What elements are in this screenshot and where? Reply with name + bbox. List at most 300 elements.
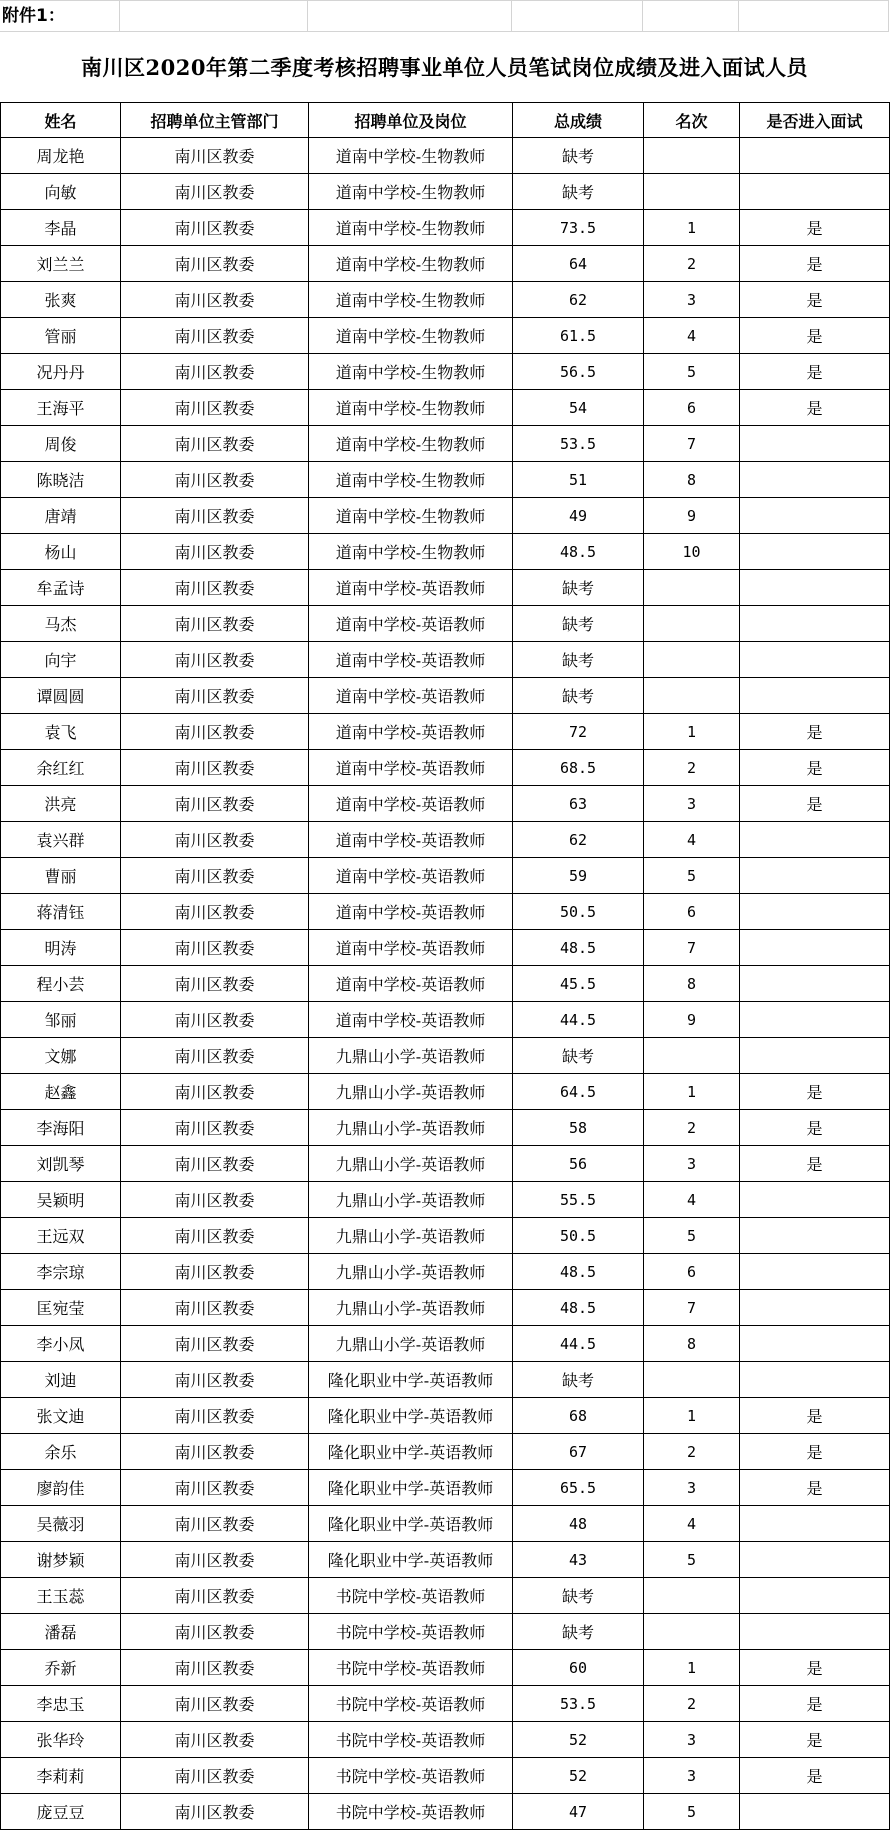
department-cell[interactable]: 南川区教委 bbox=[121, 750, 309, 786]
name-cell[interactable]: 吴颖明 bbox=[1, 1182, 121, 1218]
rank-cell[interactable]: 2 bbox=[644, 1110, 740, 1146]
interview-cell[interactable]: 是 bbox=[740, 210, 890, 246]
score-cell[interactable]: 61.5 bbox=[513, 318, 644, 354]
unit-position-cell[interactable]: 道南中学校-英语教师 bbox=[309, 570, 513, 606]
name-cell[interactable]: 张文迪 bbox=[1, 1398, 121, 1434]
unit-position-cell[interactable]: 道南中学校-生物教师 bbox=[309, 138, 513, 174]
name-cell[interactable]: 袁飞 bbox=[1, 714, 121, 750]
rank-cell[interactable]: 2 bbox=[644, 246, 740, 282]
department-cell[interactable]: 南川区教委 bbox=[121, 786, 309, 822]
interview-cell[interactable]: 是 bbox=[740, 1110, 890, 1146]
score-cell[interactable]: 49 bbox=[513, 498, 644, 534]
score-cell[interactable]: 51 bbox=[513, 462, 644, 498]
table-row bbox=[1, 822, 890, 858]
unit-position-cell[interactable]: 隆化职业中学-英语教师 bbox=[309, 1434, 513, 1470]
name-cell[interactable]: 余红红 bbox=[1, 750, 121, 786]
rank-cell[interactable]: 5 bbox=[644, 354, 740, 390]
interview-cell[interactable] bbox=[740, 534, 890, 570]
rank-cell[interactable] bbox=[644, 1362, 740, 1398]
department-cell[interactable]: 南川区教委 bbox=[121, 1434, 309, 1470]
name-cell[interactable]: 况丹丹 bbox=[1, 354, 121, 390]
department-cell[interactable]: 南川区教委 bbox=[121, 894, 309, 930]
name-cell[interactable]: 唐靖 bbox=[1, 498, 121, 534]
department-cell[interactable]: 南川区教委 bbox=[121, 1146, 309, 1182]
department-cell[interactable]: 南川区教委 bbox=[121, 1614, 309, 1650]
score-cell[interactable]: 63 bbox=[513, 786, 644, 822]
score-cell[interactable]: 62 bbox=[513, 282, 644, 318]
department-cell[interactable]: 南川区教委 bbox=[121, 426, 309, 462]
interview-cell[interactable] bbox=[740, 606, 890, 642]
department-cell[interactable]: 南川区教委 bbox=[121, 1398, 309, 1434]
name-cell[interactable]: 李忠玉 bbox=[1, 1686, 121, 1722]
rank-cell[interactable] bbox=[644, 1038, 740, 1074]
department-cell[interactable]: 南川区教委 bbox=[121, 462, 309, 498]
unit-position-cell[interactable]: 道南中学校-英语教师 bbox=[309, 750, 513, 786]
name-cell[interactable]: 洪亮 bbox=[1, 786, 121, 822]
unit-position-cell[interactable]: 书院中学校-英语教师 bbox=[309, 1686, 513, 1722]
name-cell[interactable]: 曹丽 bbox=[1, 858, 121, 894]
rank-cell[interactable]: 4 bbox=[644, 318, 740, 354]
score-cell[interactable]: 52 bbox=[513, 1758, 644, 1794]
interview-cell[interactable] bbox=[740, 858, 890, 894]
rank-cell[interactable]: 8 bbox=[644, 1326, 740, 1362]
department-cell[interactable]: 南川区教委 bbox=[121, 1686, 309, 1722]
department-cell[interactable]: 南川区教委 bbox=[121, 1038, 309, 1074]
interview-cell[interactable]: 是 bbox=[740, 714, 890, 750]
unit-position-cell[interactable]: 道南中学校-生物教师 bbox=[309, 426, 513, 462]
score-cell[interactable]: 53.5 bbox=[513, 426, 644, 462]
interview-cell[interactable] bbox=[740, 930, 890, 966]
interview-cell[interactable] bbox=[740, 462, 890, 498]
name-cell[interactable]: 管丽 bbox=[1, 318, 121, 354]
rank-cell[interactable]: 1 bbox=[644, 1650, 740, 1686]
rank-cell[interactable]: 3 bbox=[644, 1722, 740, 1758]
rank-cell[interactable]: 3 bbox=[644, 786, 740, 822]
unit-position-cell[interactable]: 道南中学校-生物教师 bbox=[309, 462, 513, 498]
interview-cell[interactable] bbox=[740, 894, 890, 930]
unit-position-cell[interactable]: 道南中学校-英语教师 bbox=[309, 930, 513, 966]
department-cell[interactable]: 南川区教委 bbox=[121, 318, 309, 354]
unit-position-cell[interactable]: 隆化职业中学-英语教师 bbox=[309, 1542, 513, 1578]
interview-cell[interactable] bbox=[740, 1326, 890, 1362]
score-cell[interactable]: 62 bbox=[513, 822, 644, 858]
rank-cell[interactable]: 4 bbox=[644, 1506, 740, 1542]
department-cell[interactable]: 南川区教委 bbox=[121, 1218, 309, 1254]
interview-cell[interactable] bbox=[740, 570, 890, 606]
score-cell[interactable]: 缺考 bbox=[513, 174, 644, 210]
header-interview[interactable]: 是否进入面试 bbox=[740, 103, 890, 138]
rank-cell[interactable]: 7 bbox=[644, 426, 740, 462]
score-cell[interactable]: 52 bbox=[513, 1722, 644, 1758]
score-cell[interactable]: 60 bbox=[513, 1650, 644, 1686]
unit-position-cell[interactable]: 道南中学校-生物教师 bbox=[309, 174, 513, 210]
score-cell[interactable]: 缺考 bbox=[513, 606, 644, 642]
score-cell[interactable]: 56 bbox=[513, 1146, 644, 1182]
interview-cell[interactable]: 是 bbox=[740, 1398, 890, 1434]
score-cell[interactable]: 48.5 bbox=[513, 1290, 644, 1326]
rank-cell[interactable]: 2 bbox=[644, 1686, 740, 1722]
interview-cell[interactable]: 是 bbox=[740, 1470, 890, 1506]
department-cell[interactable]: 南川区教委 bbox=[121, 1470, 309, 1506]
table-row bbox=[1, 426, 890, 462]
interview-cell[interactable]: 是 bbox=[740, 1686, 890, 1722]
name-cell[interactable]: 李晶 bbox=[1, 210, 121, 246]
name-cell[interactable]: 谢梦颖 bbox=[1, 1542, 121, 1578]
rank-cell[interactable] bbox=[644, 138, 740, 174]
score-cell[interactable]: 缺考 bbox=[513, 138, 644, 174]
score-cell[interactable]: 缺考 bbox=[513, 570, 644, 606]
name-cell[interactable]: 王玉蕊 bbox=[1, 1578, 121, 1614]
interview-cell[interactable] bbox=[740, 1218, 890, 1254]
rank-cell[interactable] bbox=[644, 570, 740, 606]
rank-cell[interactable]: 5 bbox=[644, 1794, 740, 1830]
interview-cell[interactable] bbox=[740, 1290, 890, 1326]
department-cell[interactable]: 南川区教委 bbox=[121, 246, 309, 282]
score-cell[interactable]: 55.5 bbox=[513, 1182, 644, 1218]
department-cell[interactable]: 南川区教委 bbox=[121, 1650, 309, 1686]
name-cell[interactable]: 谭圆圆 bbox=[1, 678, 121, 714]
unit-position-cell[interactable]: 道南中学校-英语教师 bbox=[309, 966, 513, 1002]
rank-cell[interactable]: 9 bbox=[644, 498, 740, 534]
name-cell[interactable]: 明涛 bbox=[1, 930, 121, 966]
name-cell[interactable]: 李海阳 bbox=[1, 1110, 121, 1146]
unit-position-cell[interactable]: 书院中学校-英语教师 bbox=[309, 1758, 513, 1794]
score-cell[interactable]: 54 bbox=[513, 390, 644, 426]
department-cell[interactable]: 南川区教委 bbox=[121, 606, 309, 642]
rank-cell[interactable] bbox=[644, 642, 740, 678]
name-cell[interactable]: 蒋清钰 bbox=[1, 894, 121, 930]
score-cell[interactable]: 68 bbox=[513, 1398, 644, 1434]
empty-cell[interactable] bbox=[739, 1, 889, 31]
rank-cell[interactable]: 3 bbox=[644, 1470, 740, 1506]
name-cell[interactable]: 周俊 bbox=[1, 426, 121, 462]
name-cell[interactable]: 王远双 bbox=[1, 1218, 121, 1254]
interview-cell[interactable]: 是 bbox=[740, 390, 890, 426]
interview-cell[interactable] bbox=[740, 966, 890, 1002]
unit-position-cell[interactable]: 九鼎山小学-英语教师 bbox=[309, 1290, 513, 1326]
department-cell[interactable]: 南川区教委 bbox=[121, 966, 309, 1002]
unit-position-cell[interactable]: 隆化职业中学-英语教师 bbox=[309, 1398, 513, 1434]
interview-cell[interactable] bbox=[740, 1614, 890, 1650]
rank-cell[interactable]: 6 bbox=[644, 1254, 740, 1290]
unit-position-cell[interactable]: 九鼎山小学-英语教师 bbox=[309, 1254, 513, 1290]
name-cell[interactable]: 袁兴群 bbox=[1, 822, 121, 858]
department-cell[interactable]: 南川区教委 bbox=[121, 1002, 309, 1038]
score-cell[interactable]: 48.5 bbox=[513, 534, 644, 570]
department-cell[interactable]: 南川区教委 bbox=[121, 1506, 309, 1542]
rank-cell[interactable]: 7 bbox=[644, 930, 740, 966]
table-row bbox=[1, 282, 890, 318]
interview-cell[interactable] bbox=[740, 426, 890, 462]
rank-cell[interactable]: 1 bbox=[644, 210, 740, 246]
header-name[interactable]: 姓名 bbox=[1, 103, 121, 138]
name-cell[interactable]: 向敏 bbox=[1, 174, 121, 210]
page-title[interactable]: 南川区2020年第二季度考核招聘事业单位人员笔试岗位成绩及进入面试人员 bbox=[0, 31, 889, 102]
score-cell[interactable]: 64.5 bbox=[513, 1074, 644, 1110]
score-cell[interactable]: 48.5 bbox=[513, 1254, 644, 1290]
department-cell[interactable]: 南川区教委 bbox=[121, 498, 309, 534]
rank-cell[interactable] bbox=[644, 174, 740, 210]
name-cell[interactable]: 刘兰兰 bbox=[1, 246, 121, 282]
unit-position-cell[interactable]: 道南中学校-生物教师 bbox=[309, 246, 513, 282]
name-cell[interactable]: 周龙艳 bbox=[1, 138, 121, 174]
empty-cell[interactable] bbox=[643, 1, 739, 31]
unit-position-cell[interactable]: 道南中学校-英语教师 bbox=[309, 606, 513, 642]
rank-cell[interactable]: 5 bbox=[644, 1542, 740, 1578]
unit-position-cell[interactable]: 九鼎山小学-英语教师 bbox=[309, 1038, 513, 1074]
unit-position-cell[interactable]: 九鼎山小学-英语教师 bbox=[309, 1110, 513, 1146]
department-cell[interactable]: 南川区教委 bbox=[121, 1362, 309, 1398]
unit-position-cell[interactable]: 书院中学校-英语教师 bbox=[309, 1722, 513, 1758]
rank-cell[interactable] bbox=[644, 1614, 740, 1650]
department-cell[interactable]: 南川区教委 bbox=[121, 1326, 309, 1362]
department-cell[interactable]: 南川区教委 bbox=[121, 138, 309, 174]
rank-cell[interactable]: 4 bbox=[644, 822, 740, 858]
department-cell[interactable]: 南川区教委 bbox=[121, 858, 309, 894]
interview-cell[interactable] bbox=[740, 1254, 890, 1290]
rank-cell[interactable] bbox=[644, 1578, 740, 1614]
empty-cell[interactable] bbox=[308, 1, 512, 31]
unit-position-cell[interactable]: 隆化职业中学-英语教师 bbox=[309, 1506, 513, 1542]
rank-cell[interactable]: 5 bbox=[644, 858, 740, 894]
score-cell[interactable]: 44.5 bbox=[513, 1002, 644, 1038]
rank-cell[interactable]: 6 bbox=[644, 894, 740, 930]
name-cell[interactable]: 王海平 bbox=[1, 390, 121, 426]
annex-label[interactable]: 附件1： bbox=[0, 1, 120, 31]
interview-cell[interactable] bbox=[740, 174, 890, 210]
interview-cell[interactable]: 是 bbox=[740, 750, 890, 786]
department-cell[interactable]: 南川区教委 bbox=[121, 714, 309, 750]
unit-position-cell[interactable]: 隆化职业中学-英语教师 bbox=[309, 1470, 513, 1506]
department-cell[interactable]: 南川区教委 bbox=[121, 570, 309, 606]
unit-position-cell[interactable]: 道南中学校-生物教师 bbox=[309, 498, 513, 534]
unit-position-cell[interactable]: 道南中学校-生物教师 bbox=[309, 354, 513, 390]
department-cell[interactable]: 南川区教委 bbox=[121, 390, 309, 426]
rank-cell[interactable] bbox=[644, 606, 740, 642]
unit-position-cell[interactable]: 道南中学校-生物教师 bbox=[309, 534, 513, 570]
rank-cell[interactable]: 8 bbox=[644, 966, 740, 1002]
name-cell[interactable]: 余乐 bbox=[1, 1434, 121, 1470]
unit-position-cell[interactable]: 道南中学校-英语教师 bbox=[309, 1002, 513, 1038]
name-cell[interactable]: 刘凯琴 bbox=[1, 1146, 121, 1182]
unit-position-cell[interactable]: 道南中学校-英语教师 bbox=[309, 858, 513, 894]
unit-position-cell[interactable]: 道南中学校-英语教师 bbox=[309, 786, 513, 822]
unit-position-cell[interactable]: 道南中学校-英语教师 bbox=[309, 678, 513, 714]
interview-cell[interactable] bbox=[740, 1362, 890, 1398]
rank-cell[interactable] bbox=[644, 678, 740, 714]
unit-position-cell[interactable]: 书院中学校-英语教师 bbox=[309, 1614, 513, 1650]
unit-position-cell[interactable]: 九鼎山小学-英语教师 bbox=[309, 1218, 513, 1254]
interview-cell[interactable]: 是 bbox=[740, 282, 890, 318]
department-cell[interactable]: 南川区教委 bbox=[121, 1578, 309, 1614]
department-cell[interactable]: 南川区教委 bbox=[121, 1290, 309, 1326]
interview-cell[interactable]: 是 bbox=[740, 318, 890, 354]
name-cell[interactable]: 邹丽 bbox=[1, 1002, 121, 1038]
rank-cell[interactable]: 3 bbox=[644, 1146, 740, 1182]
department-cell[interactable]: 南川区教委 bbox=[121, 174, 309, 210]
score-cell[interactable]: 67 bbox=[513, 1434, 644, 1470]
interview-cell[interactable] bbox=[740, 1038, 890, 1074]
score-cell[interactable]: 65.5 bbox=[513, 1470, 644, 1506]
score-cell[interactable]: 43 bbox=[513, 1542, 644, 1578]
rank-cell[interactable]: 10 bbox=[644, 534, 740, 570]
header-unit-position[interactable]: 招聘单位及岗位 bbox=[309, 103, 513, 138]
name-cell[interactable]: 程小芸 bbox=[1, 966, 121, 1002]
interview-cell[interactable]: 是 bbox=[740, 1758, 890, 1794]
rank-cell[interactable]: 1 bbox=[644, 1398, 740, 1434]
rank-cell[interactable]: 4 bbox=[644, 1182, 740, 1218]
interview-cell[interactable] bbox=[740, 1182, 890, 1218]
score-cell[interactable]: 44.5 bbox=[513, 1326, 644, 1362]
interview-cell[interactable] bbox=[740, 1002, 890, 1038]
department-cell[interactable]: 南川区教委 bbox=[121, 930, 309, 966]
department-cell[interactable]: 南川区教委 bbox=[121, 1182, 309, 1218]
name-cell[interactable]: 刘迪 bbox=[1, 1362, 121, 1398]
interview-cell[interactable] bbox=[740, 498, 890, 534]
empty-cell[interactable] bbox=[512, 1, 643, 31]
score-cell[interactable]: 59 bbox=[513, 858, 644, 894]
rank-cell[interactable]: 1 bbox=[644, 1074, 740, 1110]
name-cell[interactable]: 匡宛莹 bbox=[1, 1290, 121, 1326]
interview-cell[interactable] bbox=[740, 678, 890, 714]
department-cell[interactable]: 南川区教委 bbox=[121, 1074, 309, 1110]
name-cell[interactable]: 李小凤 bbox=[1, 1326, 121, 1362]
unit-position-cell[interactable]: 道南中学校-生物教师 bbox=[309, 390, 513, 426]
department-cell[interactable]: 南川区教委 bbox=[121, 822, 309, 858]
score-cell[interactable]: 64 bbox=[513, 246, 644, 282]
name-cell[interactable]: 潘磊 bbox=[1, 1614, 121, 1650]
rank-cell[interactable]: 2 bbox=[644, 1434, 740, 1470]
unit-position-cell[interactable]: 道南中学校-英语教师 bbox=[309, 642, 513, 678]
score-cell[interactable]: 47 bbox=[513, 1794, 644, 1830]
unit-position-cell[interactable]: 九鼎山小学-英语教师 bbox=[309, 1182, 513, 1218]
unit-position-cell[interactable]: 道南中学校-生物教师 bbox=[309, 318, 513, 354]
score-cell[interactable]: 53.5 bbox=[513, 1686, 644, 1722]
department-cell[interactable]: 南川区教委 bbox=[121, 534, 309, 570]
rank-cell[interactable]: 9 bbox=[644, 1002, 740, 1038]
department-cell[interactable]: 南川区教委 bbox=[121, 1110, 309, 1146]
department-cell[interactable]: 南川区教委 bbox=[121, 642, 309, 678]
empty-cell[interactable] bbox=[120, 1, 308, 31]
interview-cell[interactable] bbox=[740, 138, 890, 174]
rank-cell[interactable]: 5 bbox=[644, 1218, 740, 1254]
score-cell[interactable]: 56.5 bbox=[513, 354, 644, 390]
name-cell[interactable]: 杨山 bbox=[1, 534, 121, 570]
header-total-score[interactable]: 总成绩 bbox=[513, 103, 644, 138]
score-cell[interactable]: 48.5 bbox=[513, 930, 644, 966]
name-cell[interactable]: 李宗琼 bbox=[1, 1254, 121, 1290]
name-cell[interactable]: 向宇 bbox=[1, 642, 121, 678]
department-cell[interactable]: 南川区教委 bbox=[121, 1254, 309, 1290]
unit-position-cell[interactable]: 道南中学校-生物教师 bbox=[309, 282, 513, 318]
score-cell[interactable]: 68.5 bbox=[513, 750, 644, 786]
score-cell[interactable]: 缺考 bbox=[513, 1038, 644, 1074]
name-cell[interactable]: 廖韵佳 bbox=[1, 1470, 121, 1506]
interview-cell[interactable]: 是 bbox=[740, 246, 890, 282]
department-cell[interactable]: 南川区教委 bbox=[121, 210, 309, 246]
rank-cell[interactable]: 3 bbox=[644, 282, 740, 318]
interview-cell[interactable] bbox=[740, 642, 890, 678]
rank-cell[interactable]: 7 bbox=[644, 1290, 740, 1326]
name-cell[interactable]: 赵鑫 bbox=[1, 1074, 121, 1110]
rank-cell[interactable]: 6 bbox=[644, 390, 740, 426]
interview-cell[interactable] bbox=[740, 1578, 890, 1614]
unit-position-cell[interactable]: 道南中学校-英语教师 bbox=[309, 894, 513, 930]
rank-cell[interactable]: 3 bbox=[644, 1758, 740, 1794]
score-cell[interactable]: 缺考 bbox=[513, 1362, 644, 1398]
header-rank[interactable]: 名次 bbox=[644, 103, 740, 138]
header-department[interactable]: 招聘单位主管部门 bbox=[121, 103, 309, 138]
interview-cell[interactable]: 是 bbox=[740, 1650, 890, 1686]
interview-cell[interactable]: 是 bbox=[740, 354, 890, 390]
name-cell[interactable]: 陈晓洁 bbox=[1, 462, 121, 498]
unit-position-cell[interactable]: 书院中学校-英语教师 bbox=[309, 1578, 513, 1614]
name-cell[interactable]: 张爽 bbox=[1, 282, 121, 318]
interview-cell[interactable]: 是 bbox=[740, 1074, 890, 1110]
department-cell[interactable]: 南川区教委 bbox=[121, 282, 309, 318]
department-cell[interactable]: 南川区教委 bbox=[121, 1542, 309, 1578]
name-cell[interactable]: 马杰 bbox=[1, 606, 121, 642]
department-cell[interactable]: 南川区教委 bbox=[121, 1758, 309, 1794]
unit-position-cell[interactable]: 道南中学校-生物教师 bbox=[309, 210, 513, 246]
unit-position-cell[interactable]: 道南中学校-英语教师 bbox=[309, 714, 513, 750]
score-cell[interactable]: 缺考 bbox=[513, 1614, 644, 1650]
rank-cell[interactable]: 8 bbox=[644, 462, 740, 498]
unit-position-cell[interactable]: 九鼎山小学-英语教师 bbox=[309, 1074, 513, 1110]
interview-cell[interactable]: 是 bbox=[740, 1722, 890, 1758]
department-cell[interactable]: 南川区教委 bbox=[121, 1722, 309, 1758]
name-cell[interactable]: 乔新 bbox=[1, 1650, 121, 1686]
unit-position-cell[interactable]: 隆化职业中学-英语教师 bbox=[309, 1362, 513, 1398]
rank-cell[interactable]: 2 bbox=[644, 750, 740, 786]
unit-position-cell[interactable]: 道南中学校-英语教师 bbox=[309, 822, 513, 858]
score-cell[interactable]: 48 bbox=[513, 1506, 644, 1542]
unit-position-cell[interactable]: 书院中学校-英语教师 bbox=[309, 1794, 513, 1830]
name-cell[interactable]: 牟孟诗 bbox=[1, 570, 121, 606]
score-cell[interactable]: 缺考 bbox=[513, 678, 644, 714]
score-cell[interactable]: 58 bbox=[513, 1110, 644, 1146]
table-row bbox=[1, 966, 890, 1002]
name-cell[interactable]: 庞豆豆 bbox=[1, 1794, 121, 1830]
score-cell[interactable]: 50.5 bbox=[513, 1218, 644, 1254]
score-cell[interactable]: 50.5 bbox=[513, 894, 644, 930]
score-cell[interactable]: 缺考 bbox=[513, 642, 644, 678]
interview-cell[interactable]: 是 bbox=[740, 1146, 890, 1182]
interview-cell[interactable]: 是 bbox=[740, 1434, 890, 1470]
score-cell[interactable]: 缺考 bbox=[513, 1578, 644, 1614]
interview-cell[interactable] bbox=[740, 1506, 890, 1542]
score-cell[interactable]: 73.5 bbox=[513, 210, 644, 246]
name-cell[interactable]: 吴薇羽 bbox=[1, 1506, 121, 1542]
department-cell[interactable]: 南川区教委 bbox=[121, 354, 309, 390]
interview-cell[interactable]: 是 bbox=[740, 786, 890, 822]
table-row bbox=[1, 390, 890, 426]
score-cell[interactable]: 72 bbox=[513, 714, 644, 750]
name-cell[interactable]: 文娜 bbox=[1, 1038, 121, 1074]
unit-position-cell[interactable]: 九鼎山小学-英语教师 bbox=[309, 1146, 513, 1182]
department-cell[interactable]: 南川区教委 bbox=[121, 1794, 309, 1830]
interview-cell[interactable] bbox=[740, 1794, 890, 1830]
name-cell[interactable]: 李莉莉 bbox=[1, 1758, 121, 1794]
interview-cell[interactable] bbox=[740, 822, 890, 858]
rank-cell[interactable]: 1 bbox=[644, 714, 740, 750]
name-cell[interactable]: 张华玲 bbox=[1, 1722, 121, 1758]
unit-position-cell[interactable]: 九鼎山小学-英语教师 bbox=[309, 1326, 513, 1362]
unit-position-cell[interactable]: 书院中学校-英语教师 bbox=[309, 1650, 513, 1686]
department-cell[interactable]: 南川区教委 bbox=[121, 678, 309, 714]
score-cell[interactable]: 45.5 bbox=[513, 966, 644, 1002]
interview-cell[interactable] bbox=[740, 1542, 890, 1578]
